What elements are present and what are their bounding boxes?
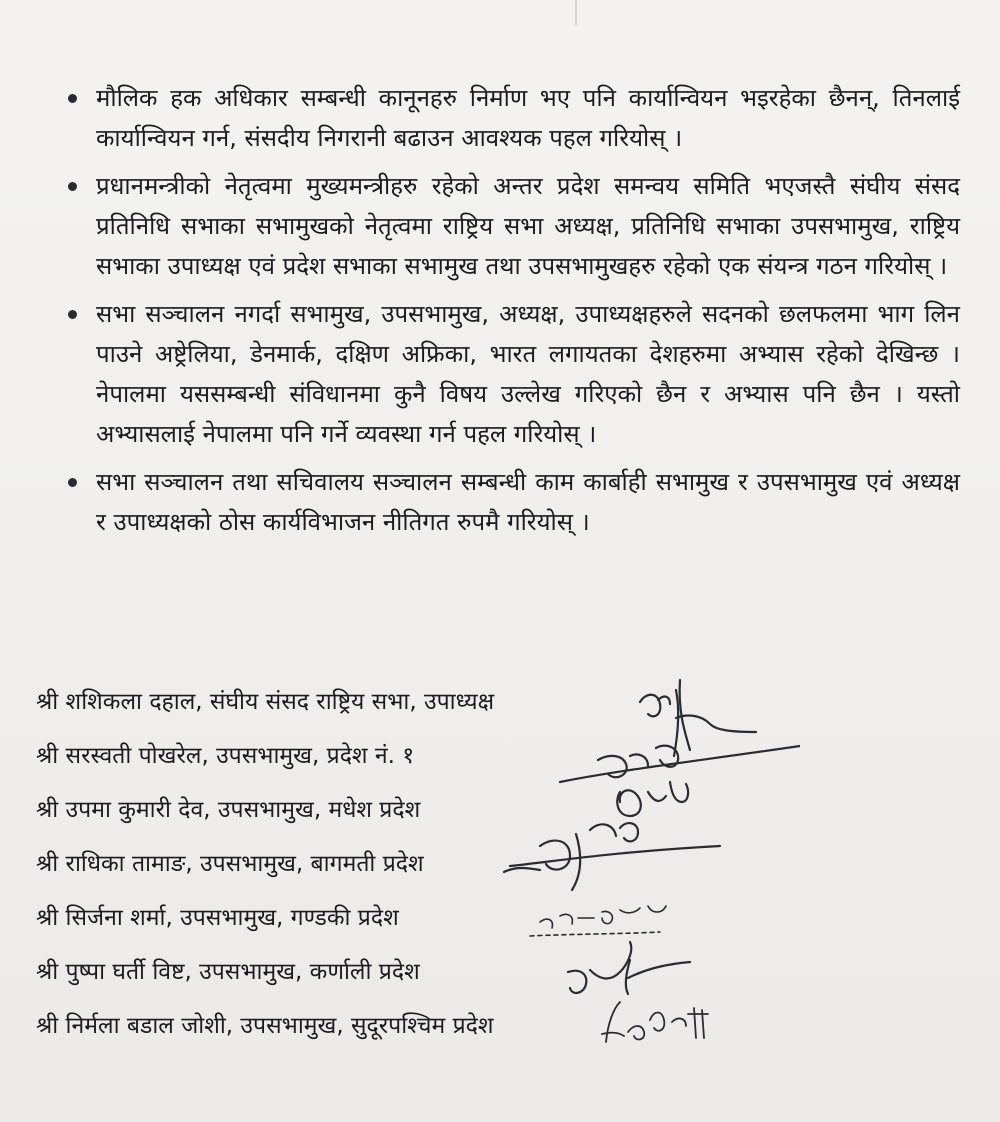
handwritten-signatures — [480, 660, 800, 1080]
signatory-name: श्री पुष्पा घर्ती विष्ट, उपसभामुख, कर्णाली प्रदेश — [36, 959, 420, 985]
signatory-name: श्री उपमा कुमारी देव, उपसभामुख, मधेश प्रदेश — [36, 797, 421, 823]
signature-6 — [568, 942, 690, 994]
signature-1 — [640, 680, 756, 756]
signatory-name: श्री सरस्वती पोखरेल, उपसभामुख, प्रदेश नं. १ — [36, 743, 415, 769]
recommendation-item: प्रधानमन्त्रीको नेतृत्वमा मुख्यमन्त्रीहरु रहेको अन्तर प्रदेश समन्वय समिति भएजस्तै संघीय संसद प्रतिनिधि सभाका सभामुखको नेतृत्वमा राष्ट्रिय सभा अध्यक्ष, प्रतिनिधि सभाका उपसभामुख, राष्ट्रिय सभाका उपाध्यक्ष एवं प्रदेश सभाका सभामुख तथा उपसभामुखहरु रहेको एक संयन्त्र गठन गरियोस् । — [60, 166, 960, 286]
recommendation-item: मौलिक हक अधिकार सम्बन्धी कानूनहरु निर्माण भए पनि कार्यान्वियन भइरहेका छैनन्, तिनलाई कार्यान्वियन गर्न, संसदीय निगरानी बढाउन आवश्यक पहल गरियोस् । — [60, 78, 960, 158]
signatory-name: श्री राधिका तामाङ, उपसभामुख, बागमती प्रदेश — [36, 851, 424, 877]
signature-2 — [560, 746, 800, 782]
signature-7 — [602, 1002, 708, 1042]
signatory-name: श्री सिर्जना शर्मा, उपसभामुख, गण्डकी प्रदेश — [36, 905, 399, 931]
signatory-name: श्री शशिकला दहाल, संघीय संसद राष्ट्रिय सभा, उपाध्यक्ष — [36, 689, 495, 715]
recommendation-item: सभा सञ्चालन नगर्दा सभामुख, उपसभामुख, अध्यक्ष, उपाध्यक्षहरुले सदनको छलफलमा भाग लिन पाउने अष्ट्रेलिया, डेनमार्क, दक्षिण अफ्रिका, भारत लगायतका देशहरुमा अभ्यास रहेको देखिन्छ । नेपालमा यससम्बन्धी संविधानमा कुनै विषय उल्लेख गरिएको छैन र अभ्यास पनि छैन । यस्तो अभ्यासलाई नेपालमा पनि गर्ने व्यवस्था गर्न पहल गरियोस् । — [60, 294, 960, 454]
signature-4 — [504, 823, 720, 890]
paper-fold-mark — [575, 0, 577, 26]
signature-5 — [530, 906, 666, 936]
recommendation-list — [60, 78, 960, 550]
signatory-name: श्री निर्मला बडाल जोशी, उपसभामुख, सुदूरपश्चिम प्रदेश — [36, 1013, 494, 1039]
recommendation-item: सभा सञ्चालन तथा सचिवालय सञ्चालन सम्बन्धी काम कार्बाही सभामुख र उपसभामुख एवं अध्यक्ष र उपाध्यक्षको ठोस कार्यविभाजन नीतिगत रुपमै गरियोस् । — [60, 462, 960, 542]
signature-3 — [617, 782, 688, 816]
